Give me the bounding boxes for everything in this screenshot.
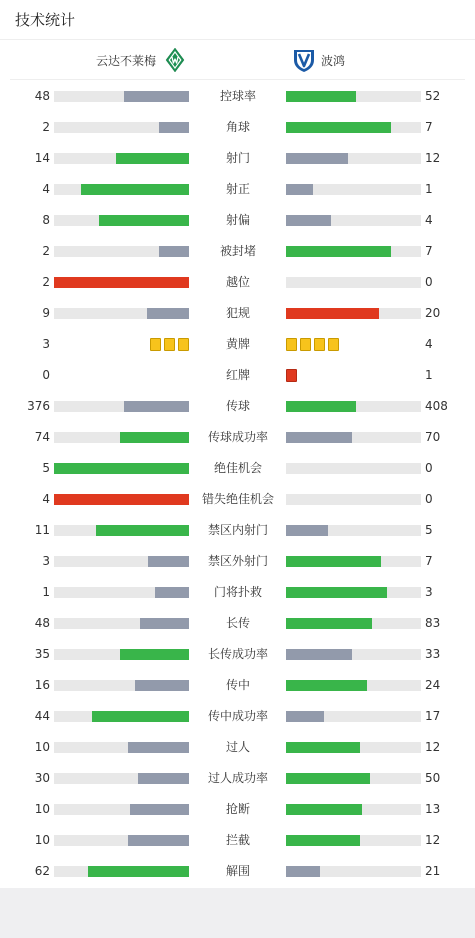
home-yellow-cards (150, 338, 189, 351)
away-stat-value: 33 (425, 647, 441, 661)
away-stat-value: 1 (425, 182, 433, 196)
home-stat-bar-fill (116, 153, 189, 164)
away-stat-value: 50 (425, 771, 441, 785)
home-stat-bar-fill (92, 711, 189, 722)
away-red-cards (286, 369, 297, 382)
home-stat-value: 4 (42, 492, 50, 506)
away-stat-bar (286, 401, 421, 412)
home-stat-bar (54, 680, 189, 691)
stat-row (0, 794, 475, 825)
stat-label: 角球 (225, 120, 250, 134)
away-stat-bar (286, 91, 421, 102)
stat-label: 过人成功率 (207, 771, 268, 785)
werder-bremen-crest-icon (162, 47, 188, 73)
home-stat-bar (54, 866, 189, 877)
away-stat-bar-fill (286, 804, 362, 815)
home-stat-bar (54, 277, 189, 288)
yellow-card-icon (150, 338, 161, 351)
away-stat-value: 12 (425, 833, 441, 847)
home-stat-value: 0 (42, 368, 50, 382)
home-stat-value: 74 (34, 430, 50, 444)
away-stat-bar (286, 277, 421, 288)
home-stat-bar (54, 184, 189, 195)
stat-row (0, 81, 475, 112)
home-stat-value: 14 (34, 151, 50, 165)
away-team-name: 波鸿 (321, 53, 346, 68)
away-stat-bar (286, 773, 421, 784)
away-stat-value: 52 (425, 89, 441, 103)
stat-label: 过人 (225, 740, 250, 754)
away-stat-bar-fill (286, 866, 320, 877)
home-stat-bar-fill (54, 494, 189, 505)
home-stat-bar (54, 215, 189, 226)
away-stat-bar (286, 742, 421, 753)
home-stat-bar (54, 773, 189, 784)
stat-label: 错失绝佳机会 (201, 492, 274, 506)
stat-row (0, 577, 475, 608)
away-stat-bar-fill (286, 525, 328, 536)
away-stat-bar-fill (286, 587, 387, 598)
away-stat-value: 20 (425, 306, 441, 320)
yellow-card-icon (286, 338, 297, 351)
away-stat-value: 70 (425, 430, 441, 444)
stat-label: 控球率 (219, 89, 256, 103)
stat-row (0, 670, 475, 701)
away-stat-value: 7 (425, 554, 433, 568)
home-stat-value: 2 (42, 275, 50, 289)
home-stat-value: 16 (34, 678, 50, 692)
home-stat-value: 11 (34, 523, 50, 537)
home-stat-bar (54, 556, 189, 567)
home-stat-value: 376 (27, 399, 50, 413)
stat-row (0, 856, 475, 887)
home-stat-value: 3 (42, 337, 50, 351)
stat-row (0, 267, 475, 298)
away-stat-bar-fill (286, 556, 381, 567)
away-stat-value: 7 (425, 244, 433, 258)
stat-label: 解围 (225, 864, 250, 878)
home-stat-value: 2 (42, 120, 50, 134)
away-stat-bar-fill (286, 432, 352, 443)
away-stat-bar-fill (286, 184, 313, 195)
away-stat-bar (286, 463, 421, 474)
away-team[interactable] (291, 47, 345, 73)
away-stat-bar-fill (286, 835, 360, 846)
home-stat-bar-fill (124, 401, 189, 412)
stat-row (0, 608, 475, 639)
home-stat-bar-fill (88, 866, 189, 877)
home-stat-bar (54, 401, 189, 412)
home-stat-bar (54, 432, 189, 443)
away-stat-value: 0 (425, 461, 433, 475)
stat-row (0, 701, 475, 732)
away-stat-value: 24 (425, 678, 441, 692)
away-stat-value: 408 (425, 399, 448, 413)
stat-label: 黄牌 (225, 337, 250, 351)
away-stat-bar (286, 184, 421, 195)
stat-label: 拦截 (225, 833, 250, 847)
home-stat-bar-fill (159, 246, 189, 257)
away-stat-value: 17 (425, 709, 441, 723)
away-stat-value: 7 (425, 120, 433, 134)
red-card-icon (286, 369, 297, 382)
away-stat-bar-fill (286, 742, 360, 753)
home-stat-bar-fill (138, 773, 189, 784)
home-stat-bar (54, 804, 189, 815)
away-stat-bar (286, 525, 421, 536)
home-stat-value: 30 (34, 771, 50, 785)
stat-row (0, 422, 475, 453)
stat-row (0, 639, 475, 670)
home-stat-value: 9 (42, 306, 50, 320)
away-stat-bar-fill (286, 649, 352, 660)
teams-header (10, 40, 465, 80)
home-stat-bar-fill (124, 91, 189, 102)
stat-label: 传中成功率 (207, 709, 268, 723)
home-team-name: 云达不莱梅 (95, 53, 156, 68)
home-stat-bar (54, 246, 189, 257)
home-stat-bar (54, 649, 189, 660)
home-stat-bar-fill (54, 277, 189, 288)
away-stat-bar (286, 804, 421, 815)
away-yellow-cards (286, 338, 339, 351)
home-stat-value: 4 (42, 182, 50, 196)
stat-row (0, 453, 475, 484)
stat-row (0, 112, 475, 143)
stat-row (0, 360, 475, 391)
yellow-card-icon (164, 338, 175, 351)
away-stat-value: 4 (425, 337, 433, 351)
away-stat-bar (286, 618, 421, 629)
page-title: 技术统计 (15, 11, 76, 29)
stat-row (0, 236, 475, 267)
away-stat-bar-fill (286, 308, 379, 319)
away-stat-bar-fill (286, 122, 391, 133)
home-stat-value: 3 (42, 554, 50, 568)
stat-row (0, 515, 475, 546)
home-stat-value: 2 (42, 244, 50, 258)
stat-label: 射正 (225, 182, 250, 196)
stat-row (0, 298, 475, 329)
stat-row (0, 174, 475, 205)
home-stat-bar (54, 91, 189, 102)
away-stat-bar (286, 680, 421, 691)
away-stat-value: 13 (425, 802, 441, 816)
away-stat-bar-fill (286, 711, 324, 722)
home-stat-bar-fill (159, 122, 189, 133)
away-stat-bar-fill (286, 91, 356, 102)
home-stat-value: 10 (34, 740, 50, 754)
home-stat-bar (54, 308, 189, 319)
stat-row (0, 205, 475, 236)
home-team[interactable] (96, 47, 188, 73)
stat-label: 禁区内射门 (207, 523, 268, 537)
stat-row (0, 143, 475, 174)
stat-row (0, 732, 475, 763)
away-stat-bar-fill (286, 773, 370, 784)
yellow-card-icon (328, 338, 339, 351)
yellow-card-icon (178, 338, 189, 351)
away-stat-value: 5 (425, 523, 433, 537)
away-stat-bar (286, 308, 421, 319)
away-stat-bar (286, 494, 421, 505)
home-stat-bar (54, 835, 189, 846)
home-stat-value: 8 (42, 213, 50, 227)
stat-row (0, 391, 475, 422)
home-stat-bar-fill (130, 804, 189, 815)
away-stat-value: 1 (425, 368, 433, 382)
yellow-card-icon (314, 338, 325, 351)
home-stat-bar-fill (120, 432, 189, 443)
stat-row (0, 329, 475, 360)
away-stat-value: 0 (425, 492, 433, 506)
home-stat-bar-fill (148, 556, 189, 567)
home-stat-bar-fill (147, 308, 189, 319)
home-stat-value: 5 (42, 461, 50, 475)
home-stat-value: 44 (34, 709, 50, 723)
away-stat-bar (286, 432, 421, 443)
home-stat-bar (54, 742, 189, 753)
stat-label: 传球成功率 (207, 430, 268, 444)
stat-label: 传球 (225, 399, 250, 413)
away-stat-bar (286, 556, 421, 567)
away-stat-bar (286, 215, 421, 226)
home-stat-bar-fill (96, 525, 189, 536)
stat-label: 抢断 (225, 802, 250, 816)
home-stat-bar (54, 618, 189, 629)
home-stat-bar (54, 122, 189, 133)
stat-label: 犯规 (225, 306, 250, 320)
away-stat-bar-fill (286, 153, 348, 164)
away-stat-value: 4 (425, 213, 433, 227)
home-stat-value: 62 (34, 864, 50, 878)
stat-label: 禁区外射门 (207, 554, 268, 568)
home-stat-bar (54, 587, 189, 598)
yellow-card-icon (300, 338, 311, 351)
stat-row (0, 763, 475, 794)
stat-label: 传中 (225, 678, 250, 692)
stat-label: 红牌 (225, 368, 250, 382)
away-stat-bar (286, 246, 421, 257)
home-stat-value: 10 (34, 802, 50, 816)
home-stat-bar-fill (120, 649, 189, 660)
stat-row (0, 825, 475, 856)
stat-label: 射偏 (225, 213, 250, 227)
home-stat-bar (54, 525, 189, 536)
stats-list (0, 81, 475, 887)
home-stat-bar (54, 494, 189, 505)
away-stat-bar (286, 835, 421, 846)
stat-label: 越位 (225, 275, 250, 289)
home-stat-bar (54, 711, 189, 722)
home-stat-bar (54, 153, 189, 164)
stat-label: 长传 (225, 616, 250, 630)
stat-label: 射门 (225, 151, 250, 165)
away-stat-value: 3 (425, 585, 433, 599)
home-stat-bar (54, 463, 189, 474)
home-stat-value: 48 (34, 616, 50, 630)
home-stat-bar-fill (140, 618, 189, 629)
away-stat-bar-fill (286, 618, 372, 629)
stat-label: 门将扑救 (213, 585, 262, 599)
stat-row (0, 546, 475, 577)
away-stat-value: 21 (425, 864, 441, 878)
away-stat-value: 83 (425, 616, 441, 630)
away-stat-bar (286, 711, 421, 722)
away-stat-bar (286, 587, 421, 598)
away-stat-bar-fill (286, 401, 356, 412)
home-stat-value: 1 (42, 585, 50, 599)
away-stat-bar (286, 122, 421, 133)
home-stat-bar-fill (54, 463, 189, 474)
stat-label: 绝佳机会 (213, 461, 262, 475)
home-stat-bar-fill (155, 587, 189, 598)
away-stat-bar (286, 153, 421, 164)
stat-label: 长传成功率 (207, 647, 268, 661)
home-stat-bar-fill (135, 680, 189, 691)
away-stat-bar-fill (286, 215, 331, 226)
home-stat-bar-fill (81, 184, 189, 195)
home-stat-value: 35 (34, 647, 50, 661)
home-stat-value: 48 (34, 89, 50, 103)
home-stat-value: 10 (34, 833, 50, 847)
home-stat-bar-fill (99, 215, 189, 226)
away-stat-value: 12 (425, 151, 441, 165)
stat-row (0, 484, 475, 515)
vfl-bochum-crest-icon (291, 47, 317, 73)
stat-label: 被封堵 (219, 244, 256, 258)
away-stat-value: 12 (425, 740, 441, 754)
header (0, 0, 475, 40)
away-stat-bar (286, 649, 421, 660)
away-stat-bar-fill (286, 246, 391, 257)
away-stat-bar-fill (286, 680, 367, 691)
away-stat-value: 0 (425, 275, 433, 289)
away-stat-bar (286, 866, 421, 877)
home-stat-bar-fill (128, 742, 189, 753)
home-stat-bar-fill (128, 835, 189, 846)
